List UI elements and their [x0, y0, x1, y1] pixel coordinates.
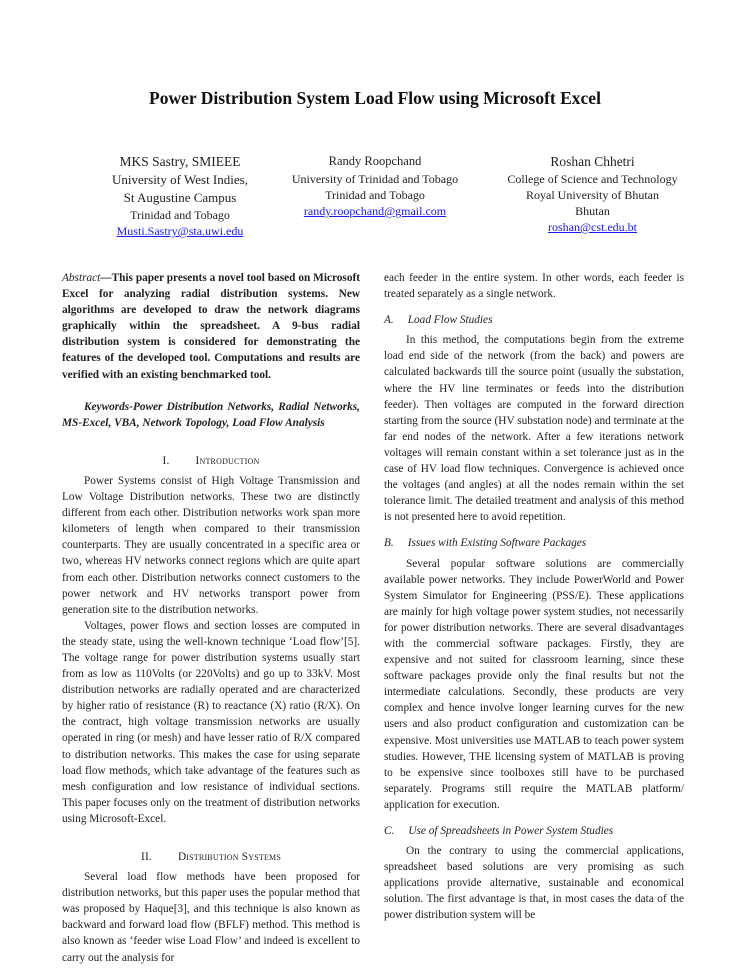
paragraph: On the contrary to using the commercial applications, spreadsheet based solutions are very promising as such applications provide alternative, sustainable and economical solution. The first advantage is that, in most cases the data of the power distribution system will be — [384, 845, 684, 922]
author-email-link[interactable]: roshan@cst.edu.bt — [547, 220, 638, 234]
section-number: II. — [141, 851, 152, 863]
subsection-title: Issues with Existing Software Packages — [407, 537, 587, 550]
subsection-heading-load-flow-studies — [384, 312, 684, 328]
author-name: Roshan Chhetri — [550, 154, 635, 169]
subsection-heading-spreadsheets — [384, 823, 684, 839]
paragraph: Voltages, power flows and section losses are computed in the steady state, using the well-known technique ‘Load flow’[5]. The voltage range for power distribution systems usually start from as low as 110Volts (or 220Volts) and go up to 33kV. Most distribution networks are radially operated and are characterized by higher ratio of resistance (R) to reactance (X) ratio (R/X). On the contract, high voltage transmission networks are usually operated in ring (or mesh) and have lesser ratio of R/X compared to distribution networks. This makes the case for using separate load flow methods, which take advantage of the features such as mesh configuration and low resistance of individual sections. This paper focuses only on the treatment of distribution networks using Microsoft-Excel. — [62, 619, 360, 825]
author-affiliation: University of West Indies, — [112, 172, 248, 187]
section-heading-distribution-systems — [62, 849, 360, 865]
subsection-heading-issues-software — [384, 535, 684, 551]
abstract-text: This paper presents a novel tool based on Microsoft Excel for analyzing radial distribution systems. New algorithms are developed to draw the network diagrams graphically within the spreadsheet. A 9-bus radial distribution system is considered for demonstrating the features of the developed tool. Computations and results are verified with an existing benchmarked tool. — [62, 272, 360, 381]
paragraph: In this method, the computations begin from the extreme load end side of the network (from the back) and powers are calculated backwards till the source point (usually the substation, where the HV line terminates or feeds into the distribution feeder). Then voltages are computed in the forward direction starting from the source (HV substation node) and terminate at the far end nodes of the network. After a few iterations network voltages will remain constant within a set tolerance just as in the case of HV load flow techniques. Convergence is achieved once the voltages (and angles) at all the nodes remain within the set tolerance limit. The detailed treatment and analysis of this method is not presented here to avoid repetition. — [384, 334, 684, 524]
author-email-link[interactable]: randy.roopchand@gmail.com — [303, 204, 447, 218]
subsection-number: A. — [384, 314, 394, 327]
subsection-number: C. — [384, 825, 395, 837]
author-block-chhetri — [485, 152, 700, 235]
section-number: I. — [162, 454, 170, 467]
paragraph: Power Systems consist of High Voltage Transmission and Low Voltage Distribution networks. These two are distinctly different from each other. Distribution networks work span more kilometers of length when compared to their transmission counterparts. They are usually concentrated in a specific area or two, whereas HV networks connect regions which are quite apart from each other. Distribution networks connect customers to the power network and HV networks transport power from generation site to the distribution networks. — [62, 474, 360, 616]
subsection-title: Use of Spreadsheets in Power System Studies — [408, 825, 614, 837]
paragraph-continuation: each feeder in the entire system. In other words, each feeder is treated separately as a single network. — [384, 272, 684, 301]
author-affiliation: University of Trinidad and Tobago — [291, 172, 459, 186]
subsection-number: B. — [384, 537, 394, 550]
author-name: MKS Sastry, SMIEEE — [119, 154, 241, 169]
abstract — [62, 270, 360, 383]
section-title: Introduction — [195, 454, 260, 467]
paragraph: Several load flow methods have been proposed for distribution networks, but this paper uses the popular method that was proposed by Haque[3], and this technique is also known as backward and forward load flow (BFLF) method. This method is also known as ‘feeder wise Load Flow’ and indeed is excellent to carry out the analysis for — [62, 871, 360, 964]
author-affiliation: Royal University of Bhutan — [526, 188, 659, 202]
author-location: Trinidad and Tobago — [130, 208, 230, 222]
author-block-roopchand — [265, 152, 485, 219]
subsection-title: Load Flow Studies — [407, 314, 493, 327]
author-email-link[interactable]: Musti.Sastry@sta.uwi.edu — [116, 224, 244, 238]
abstract-label: Abstract — [62, 272, 101, 284]
section-title: Distribution Systems — [177, 851, 281, 863]
paragraph: Several popular software solutions are commercially available power networks. They include PowerWorld and Power System Simulator for Engineering (PSS/E). These applications are mainly for high voltage power system studies, not necessarily for power distribution networks. There are several disadvantages with the commercial software packages. Firstly, they are expensive and not suited for classroom learning, since these software packages provide only the final results but not the intermediate calculations. Secondly, these products are very complex and hence involve longer learning curves for the new users and also product configuration and customization can be expensive. Most universities use MATLAB to teach power system studies. However, THE licensing system of MATLAB is proving to be expensive since toolboxes still have to be purchased separately. Programs still require the MATLAB platform/ application for execution. — [384, 557, 684, 811]
author-location: Bhutan — [575, 204, 610, 218]
author-block-sastry — [65, 152, 295, 239]
paper-title: Power Distribution System Load Flow using Microsoft Excel — [149, 88, 601, 108]
author-affiliation: St Augustine Campus — [123, 190, 237, 205]
author-name: Randy Roopchand — [328, 154, 422, 168]
author-affiliation: College of Science and Technology — [507, 172, 678, 186]
abstract-dash: — — [100, 272, 112, 284]
author-location: Trinidad and Tobago — [325, 188, 425, 202]
right-column — [384, 270, 684, 924]
left-column — [62, 270, 360, 966]
keywords: Keywords-Power Distribution Networks, Radial Networks, MS-Excel, VBA, Network Topology, Load Flow Analysis — [62, 400, 360, 429]
section-heading-introduction — [62, 453, 360, 469]
